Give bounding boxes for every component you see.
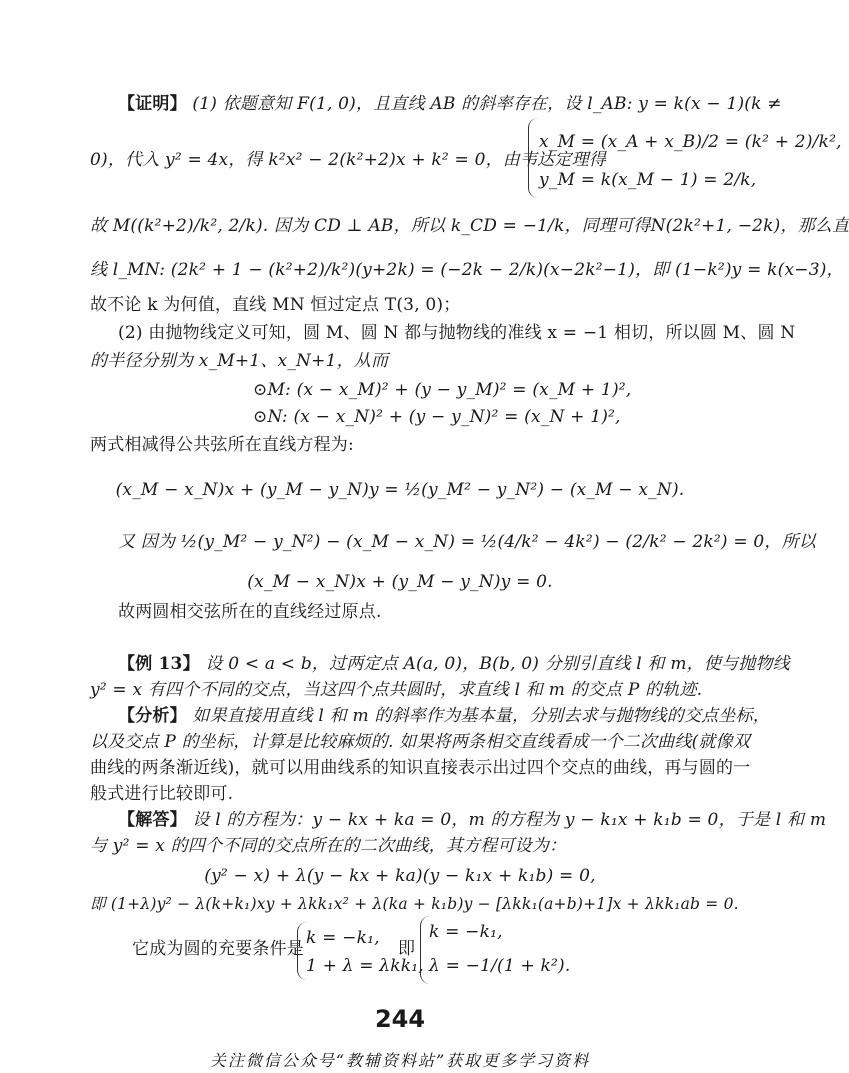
- proof-line-6: (2) 由抛物线定义可知，圆 M、圆 N 都与抛物线的准线 x = −1 相切，所以圆 M、圆 N: [118, 323, 796, 343]
- circle-n-equation: ⊙N: (x − x_N)² + (y − y_N)² = (x_N + 1)²,: [253, 407, 621, 427]
- proof-line-5: 故不论 k 为何值，直线 MN 恒过定点 T(3, 0)；: [90, 295, 461, 315]
- circle-condition-system: [297, 922, 424, 980]
- example-label: 【例 13】: [118, 654, 200, 674]
- solution-line-1: [118, 808, 826, 832]
- proof-line-2: 0)，代入 y² = 4x，得 k²x² − 2(k²+2)x + k² = 0，由韦达定理得: [90, 150, 606, 170]
- result-eq-2: λ = −1/(1 + k²).: [429, 956, 571, 976]
- proof-text-1: (1) 依题意知 F(1, 0)，且直线 AB 的斜率存在，设 l_AB: y = k(x − 1)(k ≠: [192, 94, 782, 114]
- common-chord-equation-2: (x_M − x_N)x + (y_M − y_N)y = 0.: [247, 572, 553, 592]
- condition-eq-2: 1 + λ = λkk₁,: [306, 956, 424, 976]
- proof-label: 【证明】: [118, 94, 187, 114]
- analysis-line-3: 曲线的两条渐近线)，就可以用曲线系的知识直接表示出过四个交点的曲线，再与圆的一: [90, 758, 751, 778]
- common-chord-equation: (x_M − x_N)x + (y_M − y_N)y = ½(y_M² − y_N²) − (x_M − x_N).: [115, 480, 685, 500]
- curve-family-equation: (y² − x) + λ(y − kx + ka)(y − k₁x + k₁b) = 0,: [204, 866, 596, 886]
- proof-line-10: 故两圆相交弦所在的直线经过原点.: [118, 602, 382, 622]
- result-eq-1: k = −k₁,: [429, 922, 503, 942]
- example-line-2: y² = x 有四个不同的交点，当这四个点共圆时，求直线 l 和 m 的交点 P 的轨迹.: [90, 680, 703, 700]
- analysis-line-1: [118, 704, 770, 728]
- proof-line-9: 又 因为 ½(y_M² − y_N²) − (x_M − x_N) = ½(4/k² − 4k²) − (2/k² − 2k²) = 0，所以: [118, 532, 817, 552]
- vieta-eq-1: x_M = (x_A + x_B)/2 = (k² + 2)/k²,: [539, 132, 842, 152]
- proof-line-8: 两式相减得公共弦所在直线方程为:: [90, 435, 354, 455]
- vieta-system: [528, 118, 842, 198]
- solution-line-4: 它成为圆的充要条件是: [132, 939, 304, 959]
- solution-text-1: 设 l 的方程为：y − kx + ka = 0，m 的方程为 y − k₁x + k₁b = 0，于是 l 和 m: [192, 810, 827, 830]
- page-number: 244: [374, 1005, 426, 1033]
- example-text-1: 设 0 < a < b，过两定点 A(a, 0)，B(b, 0) 分别引直线 l 和 m，使与抛物线: [205, 654, 790, 674]
- analysis-label: 【分析】: [118, 706, 187, 726]
- solution-label: 【解答】: [118, 810, 187, 830]
- footer-note: 关注微信公众号“教辅资料站”获取更多学习资料: [209, 1051, 591, 1070]
- proof-line-4: 线 l_MN: (2k² + 1 − (k²+2)/k²)(y+2k) = (−2k − 2/k)(x−2k²−1)，即 (1−k²)y = k(x−3)，: [90, 260, 844, 280]
- condition-eq-1: k = −k₁,: [306, 928, 380, 948]
- vieta-eq-2: y_M = k(x_M − 1) = 2/k,: [539, 170, 757, 190]
- result-system: [420, 916, 571, 984]
- analysis-text-1: 如果直接用直线 l 和 m 的斜率作为基本量，分别去求与抛物线的交点坐标，: [192, 706, 770, 726]
- proof-line-3: 故 M((k²+2)/k², 2/k). 因为 CD ⊥ AB，所以 k_CD = −1/k，同理可得N(2k²+1, −2k)，那么直: [90, 216, 849, 236]
- solution-line-3: 即 (1+λ)y² − λ(k+k₁)xy + λkk₁x² + λ(ka + k₁b)y − [λkk₁(a+b)+1]x + λkk₁ab = 0.: [90, 895, 739, 913]
- analysis-line-2: 以及交点 P 的坐标，计算是比较麻烦的. 如果将两条相交直线看成一个二次曲线(就像双: [90, 732, 751, 752]
- proof-line-1: [118, 92, 782, 116]
- proof-line-7: 的半径分别为 x_M+1、x_N+1，从而: [90, 351, 389, 371]
- solution-mid-word: 即: [398, 939, 416, 959]
- solution-line-2: 与 y² = x 的四个不同的交点所在的二次曲线，其方程可设为：: [90, 836, 567, 856]
- analysis-line-4: 般式进行比较即可.: [90, 784, 234, 804]
- example-line-1: [118, 652, 790, 676]
- circle-m-equation: ⊙M: (x − x_M)² + (y − y_M)² = (x_M + 1)²,: [253, 380, 632, 400]
